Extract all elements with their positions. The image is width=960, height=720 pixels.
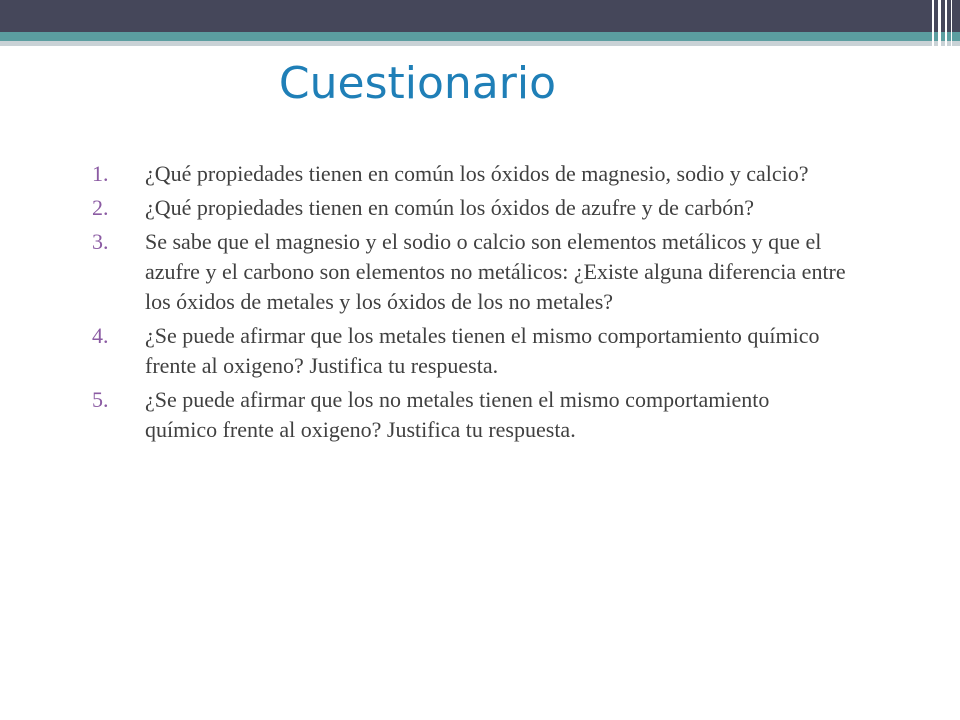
accent-line-short — [576, 61, 774, 63]
question-text: ¿Se puede afirmar que los no metales tienen el mismo comportamiento químico frente al oxigeno? Justifica tu respuesta. — [145, 387, 770, 442]
title-box-arrow — [568, 46, 576, 62]
question-number: 3. — [92, 229, 109, 254]
question-item — [86, 321, 846, 381]
question-text: Se sabe que el magnesio y el sodio o calcio son elementos metálicos y que el azufre y el carbono son elementos no metálicos: ¿Existe alguna diferencia entre los óxidos de metales y los óxidos de los no metales? — [145, 229, 846, 314]
question-list — [86, 159, 846, 449]
question-number: 1. — [92, 161, 109, 186]
corner-stripes — [928, 0, 960, 56]
question-item — [86, 227, 846, 317]
question-number: 2. — [92, 195, 109, 220]
question-number: 4. — [92, 323, 109, 348]
question-item — [86, 159, 846, 189]
slide-accent-band — [0, 32, 960, 41]
slide-top-bar — [0, 0, 960, 32]
slide-title: Cuestionario — [278, 58, 556, 109]
question-item — [86, 385, 846, 445]
question-text: ¿Se puede afirmar que los metales tienen el mismo comportamiento químico frente al oxigeno? Justifica tu respuesta. — [145, 323, 820, 378]
question-text: ¿Qué propiedades tienen en común los óxidos de azufre y de carbón? — [145, 195, 755, 220]
question-item — [86, 193, 846, 223]
accent-line-long — [576, 50, 888, 52]
question-number: 5. — [92, 387, 109, 412]
question-text: ¿Qué propiedades tienen en común los óxidos de magnesio, sodio y calcio? — [145, 161, 809, 186]
